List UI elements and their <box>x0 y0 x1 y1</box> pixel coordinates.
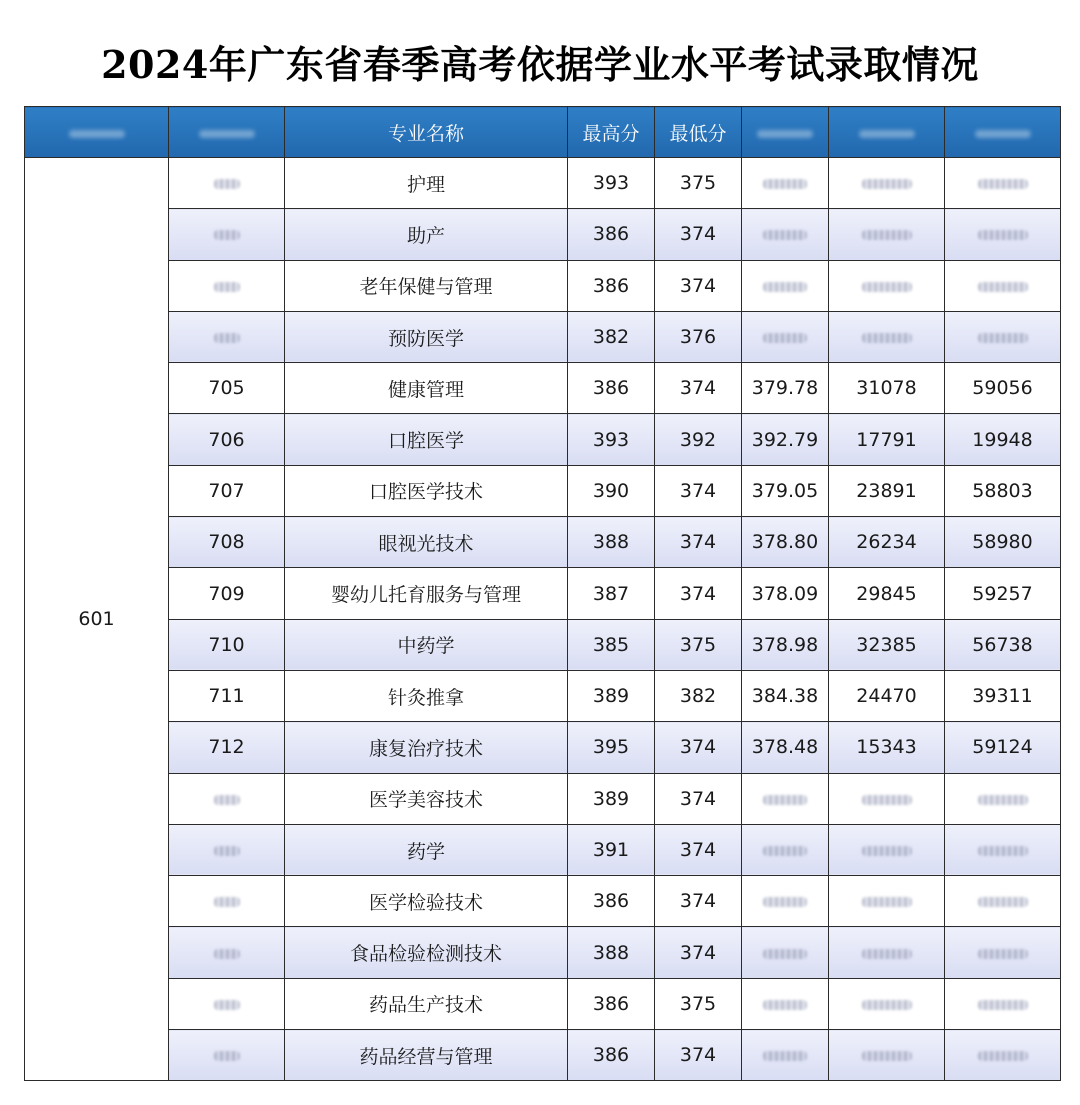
rank-1-cell <box>829 773 945 824</box>
table-row <box>25 1030 1061 1081</box>
major-code-cell <box>169 927 285 978</box>
redacted-value <box>862 846 912 856</box>
table-row <box>25 773 1061 824</box>
rank-2-cell: 59124 <box>945 722 1061 773</box>
page-title: 2024年广东省春季高考依据学业水平考试录取情况 <box>101 42 979 87</box>
rank-2-cell <box>945 260 1061 311</box>
major-name-cell: 医学检验技术 <box>285 876 568 927</box>
rank-1-cell: 26234 <box>829 517 945 568</box>
min-score-cell: 374 <box>655 363 742 414</box>
redacted-value <box>978 333 1028 343</box>
max-score-cell: 386 <box>568 1030 655 1081</box>
header-group-code <box>25 107 169 158</box>
table-row <box>25 363 1061 414</box>
major-code-cell <box>169 876 285 927</box>
table-row <box>25 158 1061 209</box>
major-code-cell <box>169 1030 285 1081</box>
avg-score-cell: 379.78 <box>742 363 829 414</box>
rank-1-cell: 29845 <box>829 568 945 619</box>
min-score-cell: 382 <box>655 670 742 721</box>
redacted-value <box>214 795 240 805</box>
redacted-value <box>862 1051 912 1061</box>
redacted-value <box>763 333 807 343</box>
max-score-cell: 387 <box>568 568 655 619</box>
header-major-name: 专业名称 <box>285 107 568 158</box>
major-name-cell: 药品生产技术 <box>285 978 568 1029</box>
major-name-cell: 针灸推拿 <box>285 670 568 721</box>
redacted-value <box>862 795 912 805</box>
avg-score-cell <box>742 978 829 1029</box>
redacted-value <box>763 949 807 959</box>
header-max-score: 最高分 <box>568 107 655 158</box>
redacted-value <box>862 1000 912 1010</box>
redacted-value <box>862 179 912 189</box>
avg-score-cell <box>742 260 829 311</box>
rank-1-cell <box>829 209 945 260</box>
redacted-value <box>214 846 240 856</box>
major-name-cell: 婴幼儿托育服务与管理 <box>285 568 568 619</box>
group-code-cell: 601 <box>25 158 169 1081</box>
admission-table <box>24 106 1061 1081</box>
major-name-cell: 眼视光技术 <box>285 517 568 568</box>
redacted-value <box>763 1051 807 1061</box>
major-name-cell: 预防医学 <box>285 311 568 362</box>
rank-2-cell <box>945 876 1061 927</box>
table-row <box>25 311 1061 362</box>
max-score-cell: 386 <box>568 978 655 1029</box>
table-row <box>25 876 1061 927</box>
major-name-cell: 医学美容技术 <box>285 773 568 824</box>
avg-score-cell <box>742 773 829 824</box>
major-name-cell: 口腔医学技术 <box>285 465 568 516</box>
avg-score-cell <box>742 209 829 260</box>
major-code-cell <box>169 158 285 209</box>
major-name-cell: 中药学 <box>285 619 568 670</box>
max-score-cell: 386 <box>568 209 655 260</box>
table-row <box>25 568 1061 619</box>
major-name-cell: 口腔医学 <box>285 414 568 465</box>
header-major-code <box>169 107 285 158</box>
rank-1-cell <box>829 876 945 927</box>
rank-2-cell <box>945 311 1061 362</box>
major-code-cell: 712 <box>169 722 285 773</box>
header-rank-1 <box>829 107 945 158</box>
rank-1-cell <box>829 260 945 311</box>
redacted-value <box>978 282 1028 292</box>
redacted-value <box>862 897 912 907</box>
redacted-value <box>763 230 807 240</box>
min-score-cell: 374 <box>655 773 742 824</box>
rank-1-cell <box>829 158 945 209</box>
rank-1-cell: 32385 <box>829 619 945 670</box>
table-row <box>25 978 1061 1029</box>
rank-2-cell <box>945 1030 1061 1081</box>
avg-score-cell <box>742 927 829 978</box>
avg-score-cell: 378.48 <box>742 722 829 773</box>
table-header-row <box>25 107 1061 158</box>
redacted-value <box>763 795 807 805</box>
max-score-cell: 395 <box>568 722 655 773</box>
rank-2-cell: 19948 <box>945 414 1061 465</box>
min-score-cell: 375 <box>655 619 742 670</box>
rank-1-cell: 15343 <box>829 722 945 773</box>
rank-2-cell: 56738 <box>945 619 1061 670</box>
major-name-cell: 药学 <box>285 824 568 875</box>
redacted-value <box>862 949 912 959</box>
rank-2-cell <box>945 209 1061 260</box>
redacted-value <box>214 1051 240 1061</box>
min-score-cell: 374 <box>655 722 742 773</box>
major-code-cell: 706 <box>169 414 285 465</box>
header-rank-2 <box>945 107 1061 158</box>
rank-2-cell <box>945 927 1061 978</box>
redacted-value <box>214 179 240 189</box>
major-code-cell: 708 <box>169 517 285 568</box>
avg-score-cell <box>742 1030 829 1081</box>
max-score-cell: 393 <box>568 414 655 465</box>
redacted-value <box>978 897 1028 907</box>
redacted-value <box>862 230 912 240</box>
min-score-cell: 374 <box>655 260 742 311</box>
major-name-cell: 护理 <box>285 158 568 209</box>
major-name-cell: 药品经营与管理 <box>285 1030 568 1081</box>
rank-1-cell <box>829 927 945 978</box>
max-score-cell: 382 <box>568 311 655 362</box>
redacted-value <box>862 282 912 292</box>
redacted-value <box>978 846 1028 856</box>
avg-score-cell: 384.38 <box>742 670 829 721</box>
table-row <box>25 927 1061 978</box>
major-code-cell <box>169 773 285 824</box>
avg-score-cell: 392.79 <box>742 414 829 465</box>
rank-2-cell: 58980 <box>945 517 1061 568</box>
redacted-value <box>214 333 240 343</box>
min-score-cell: 392 <box>655 414 742 465</box>
min-score-cell: 374 <box>655 465 742 516</box>
header-min-score: 最低分 <box>655 107 742 158</box>
min-score-cell: 374 <box>655 568 742 619</box>
major-code-cell: 707 <box>169 465 285 516</box>
rank-1-cell: 31078 <box>829 363 945 414</box>
redacted-value <box>978 230 1028 240</box>
redacted-value <box>214 897 240 907</box>
table-row <box>25 824 1061 875</box>
rank-2-cell: 59056 <box>945 363 1061 414</box>
avg-score-cell <box>742 876 829 927</box>
rank-1-cell <box>829 311 945 362</box>
rank-1-cell: 23891 <box>829 465 945 516</box>
avg-score-cell: 378.09 <box>742 568 829 619</box>
table-row <box>25 209 1061 260</box>
max-score-cell: 386 <box>568 363 655 414</box>
max-score-cell: 388 <box>568 927 655 978</box>
rank-2-cell <box>945 824 1061 875</box>
rank-2-cell: 39311 <box>945 670 1061 721</box>
major-name-cell: 食品检验检测技术 <box>285 927 568 978</box>
redacted-value <box>978 1051 1028 1061</box>
max-score-cell: 389 <box>568 670 655 721</box>
rank-2-cell: 59257 <box>945 568 1061 619</box>
redacted-value <box>978 795 1028 805</box>
major-name-cell: 助产 <box>285 209 568 260</box>
table-row <box>25 670 1061 721</box>
min-score-cell: 374 <box>655 824 742 875</box>
min-score-cell: 375 <box>655 158 742 209</box>
major-code-cell: 711 <box>169 670 285 721</box>
rank-1-cell: 24470 <box>829 670 945 721</box>
redacted-value <box>214 282 240 292</box>
max-score-cell: 386 <box>568 876 655 927</box>
rank-1-cell <box>829 1030 945 1081</box>
max-score-cell: 386 <box>568 260 655 311</box>
redacted-value <box>978 1000 1028 1010</box>
table-row <box>25 517 1061 568</box>
redacted-value <box>214 1000 240 1010</box>
avg-score-cell <box>742 824 829 875</box>
major-name-cell: 康复治疗技术 <box>285 722 568 773</box>
rank-1-cell <box>829 824 945 875</box>
min-score-cell: 374 <box>655 1030 742 1081</box>
major-code-cell: 709 <box>169 568 285 619</box>
table-row <box>25 722 1061 773</box>
redacted-value <box>763 179 807 189</box>
table-row <box>25 260 1061 311</box>
redacted-value <box>978 179 1028 189</box>
redacted-value <box>978 949 1028 959</box>
redacted-value <box>763 1000 807 1010</box>
max-score-cell: 388 <box>568 517 655 568</box>
rank-2-cell: 58803 <box>945 465 1061 516</box>
table-row <box>25 619 1061 670</box>
avg-score-cell: 378.98 <box>742 619 829 670</box>
major-code-cell <box>169 311 285 362</box>
min-score-cell: 374 <box>655 209 742 260</box>
table-body <box>25 158 1061 1081</box>
rank-2-cell <box>945 158 1061 209</box>
max-score-cell: 390 <box>568 465 655 516</box>
rank-1-cell: 17791 <box>829 414 945 465</box>
min-score-cell: 374 <box>655 876 742 927</box>
rank-1-cell <box>829 978 945 1029</box>
avg-score-cell: 378.80 <box>742 517 829 568</box>
major-code-cell: 710 <box>169 619 285 670</box>
redacted-value <box>763 846 807 856</box>
max-score-cell: 385 <box>568 619 655 670</box>
min-score-cell: 375 <box>655 978 742 1029</box>
avg-score-cell <box>742 311 829 362</box>
table-row <box>25 414 1061 465</box>
redacted-value <box>763 897 807 907</box>
min-score-cell: 374 <box>655 927 742 978</box>
redacted-value <box>214 949 240 959</box>
redacted-value <box>214 230 240 240</box>
redacted-value <box>763 282 807 292</box>
max-score-cell: 391 <box>568 824 655 875</box>
major-name-cell: 健康管理 <box>285 363 568 414</box>
header-avg-score <box>742 107 829 158</box>
rank-2-cell <box>945 978 1061 1029</box>
avg-score-cell: 379.05 <box>742 465 829 516</box>
max-score-cell: 389 <box>568 773 655 824</box>
major-name-cell: 老年保健与管理 <box>285 260 568 311</box>
min-score-cell: 376 <box>655 311 742 362</box>
major-code-cell <box>169 824 285 875</box>
major-code-cell <box>169 978 285 1029</box>
rank-2-cell <box>945 773 1061 824</box>
major-code-cell <box>169 260 285 311</box>
redacted-value <box>862 333 912 343</box>
max-score-cell: 393 <box>568 158 655 209</box>
major-code-cell: 705 <box>169 363 285 414</box>
min-score-cell: 374 <box>655 517 742 568</box>
avg-score-cell <box>742 158 829 209</box>
major-code-cell <box>169 209 285 260</box>
table-row <box>25 465 1061 516</box>
